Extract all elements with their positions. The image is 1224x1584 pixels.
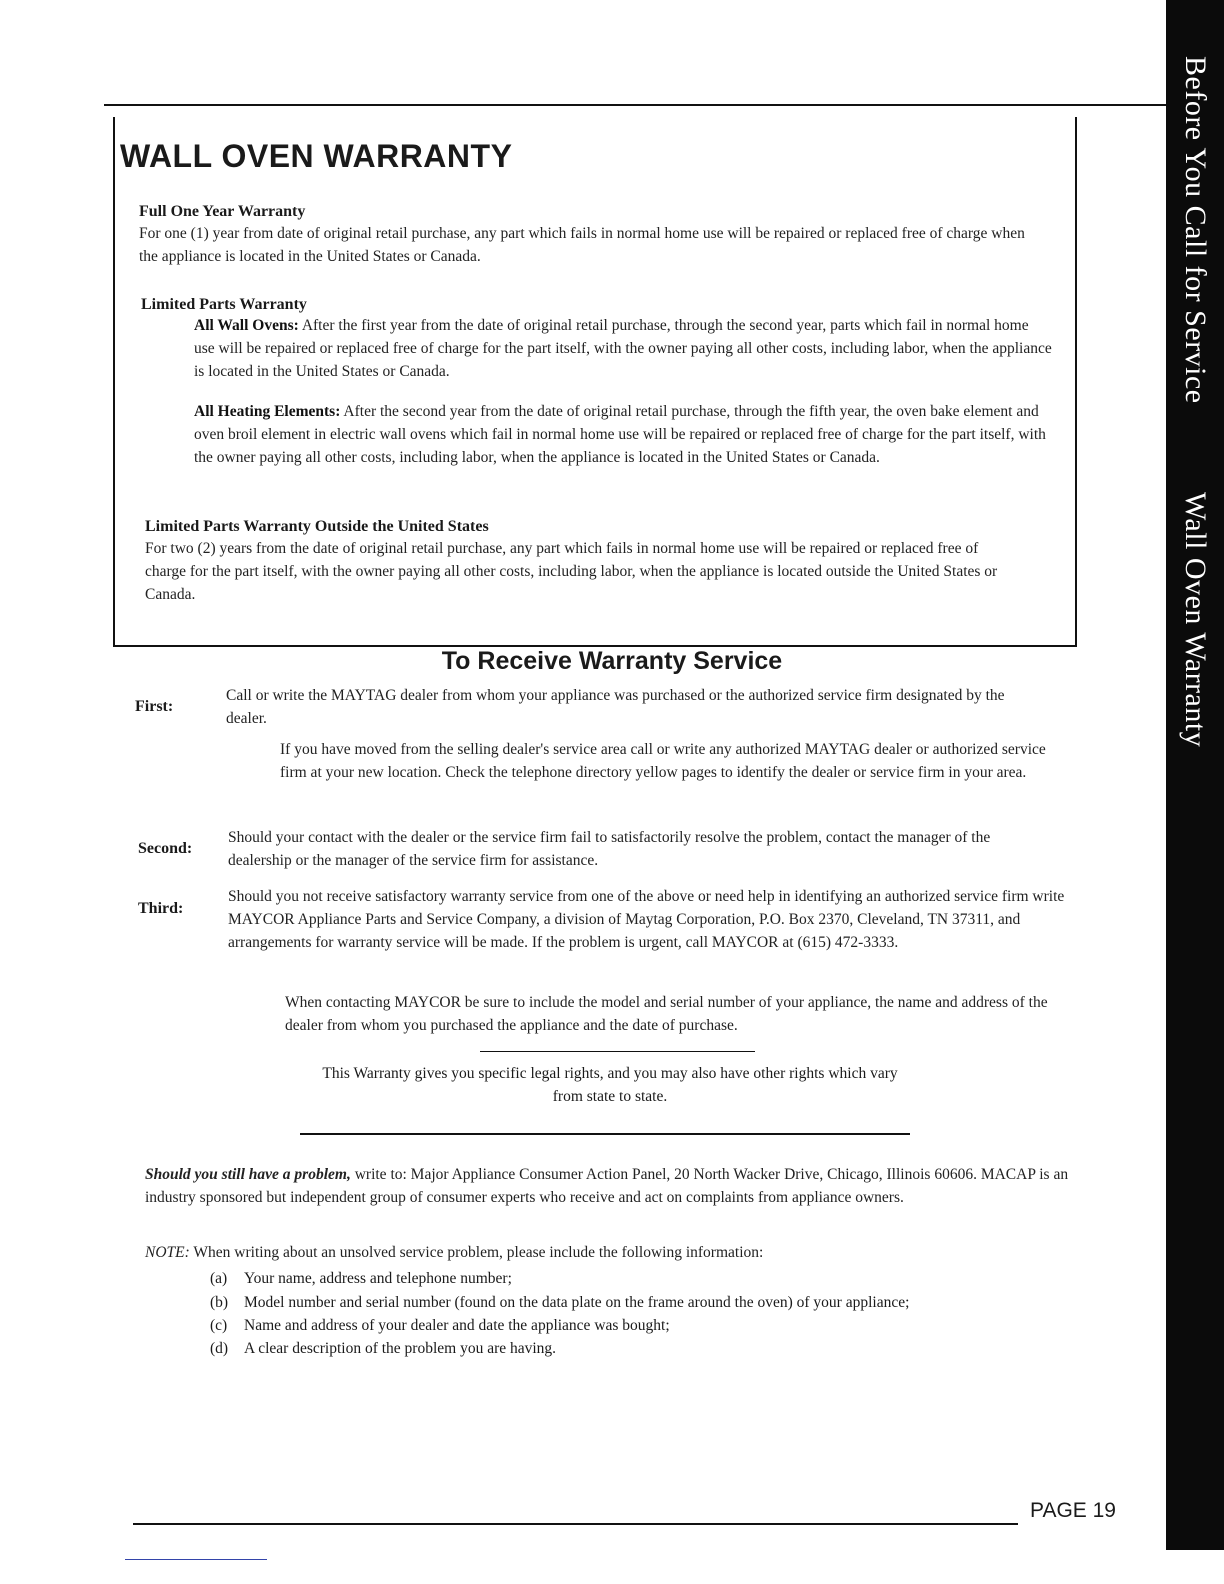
- legal-rights-text: [270, 1062, 950, 1108]
- all-heating-elements-label: All Heating Elements:: [194, 403, 341, 420]
- side-tab: [1166, 0, 1224, 1550]
- service-title: To Receive Warranty Service: [441, 647, 783, 675]
- note-text: When writing about an unsolved service problem, please include the following information:: [193, 1244, 764, 1261]
- all-wall-ovens-label: All Wall Ovens:: [194, 317, 299, 334]
- list-item-marker: (b): [210, 1294, 229, 1311]
- list-item-marker: (a): [210, 1270, 228, 1287]
- second-label: Second:: [138, 840, 193, 857]
- short-divider: [480, 1051, 755, 1052]
- top-rule: [104, 104, 1166, 106]
- note-label: NOTE:: [145, 1244, 190, 1261]
- footer-link-underline: [125, 1559, 267, 1560]
- limited-parts-heading: Limited Parts Warranty: [141, 296, 307, 313]
- side-tab-chapter: Before You Call for Service: [1179, 56, 1212, 404]
- problem-lead: Should you still have a problem,: [145, 1166, 351, 1183]
- all-wall-ovens-text: After the first year from the date of original retail purchase, through the second year, parts which fail in normal home use will be repaired or replaced free of charge for the part itself, with the owner paying all other costs, including labor, when the appliance is located in the United States or Canada.: [194, 317, 1052, 380]
- legal-rights-line-1: This Warranty gives you specific legal rights, and you may also have other rights which vary: [322, 1065, 898, 1082]
- page-number: PAGE 19: [1030, 1499, 1116, 1522]
- outside-us-heading: Limited Parts Warranty Outside the United States: [145, 518, 489, 535]
- problem-paragraph: [145, 1163, 1080, 1209]
- legal-rights-line-2: from state to state.: [552, 1088, 668, 1105]
- all-heating-elements-paragraph: [194, 400, 1060, 469]
- service-divider: [300, 1133, 910, 1135]
- list-item-marker: (d): [210, 1340, 229, 1357]
- second-text: Should your contact with the dealer or the service firm fail to satisfactorily resolve the problem, contact the manager of the dealership or the manager of the service firm for assistance.: [228, 829, 991, 869]
- list-item: [210, 1317, 670, 1335]
- list-item: [210, 1294, 909, 1312]
- all-wall-ovens-paragraph: [194, 314, 1052, 383]
- problem-text: write to: Major Appliance Consumer Action Panel, 20 North Wacker Drive, Chicago, Illinois 60606. MACAP is an industry sponsored but independent group of consumer experts who receive and act on complaints from appliance owners.: [145, 1166, 1069, 1206]
- first-note: If you have moved from the selling dealer's service area call or write any authorized MAYTAG dealer or authorized service firm at your new location. Check the telephone directory yellow pages to identify the dealer or service firm in your area.: [280, 741, 1046, 781]
- third-text: Should you not receive satisfactory warranty service from one of the above or need help in identifying an authorized service firm write MAYCOR Appliance Parts and Service Company, a division of Maytag Corporation, P.O. Box 2370, Cleveland, TN 37311, and arrangements for warranty service will be made. If the problem is urgent, call MAYCOR at (615) 472-3333.: [228, 888, 1065, 951]
- list-item-text: Model number and serial number (found on the data plate on the frame around the oven) of your appliance;: [244, 1294, 910, 1311]
- bottom-rule: [133, 1523, 1018, 1525]
- outside-us-text: For two (2) years from the date of original retail purchase, any part which fails in normal home use will be repaired or replaced free of charge for the part itself, with the owner paying all other costs, including labor, when the appliance is located outside the United States or Canada.: [145, 540, 998, 603]
- list-item-text: Your name, address and telephone number;: [244, 1270, 512, 1287]
- first-label: First:: [135, 698, 174, 715]
- third-label: Third:: [138, 900, 184, 917]
- list-item-marker: (c): [210, 1317, 228, 1334]
- note-paragraph: [145, 1241, 1065, 1264]
- warranty-title: WALL OVEN WARRANTY: [120, 138, 513, 174]
- full-one-year-text: For one (1) year from date of original retail purchase, any part which fails in normal home use will be repaired or replaced free of charge when the appliance is located in the United States or Canada.: [139, 225, 1025, 265]
- list-item: [210, 1270, 512, 1288]
- first-text: Call or write the MAYTAG dealer from whom your appliance was purchased or the authorized service firm designated by the dealer.: [226, 687, 1005, 727]
- all-heating-elements-text: After the second year from the date of original retail purchase, through the fifth year, the oven bake element and oven broil element in electric wall ovens which fail in normal home use will be repaired or replaced free of charge for the part itself, with the owner paying all other costs, including labor, when the appliance is located in the United States or Canada.: [194, 403, 1046, 466]
- list-item-text: A clear description of the problem you are having.: [244, 1340, 557, 1357]
- side-tab-section: Wall Oven Warranty: [1179, 492, 1212, 748]
- list-item: [210, 1340, 556, 1358]
- full-one-year-heading: Full One Year Warranty: [139, 203, 306, 220]
- third-note: When contacting MAYCOR be sure to include the model and serial number of your appliance, the name and address of the dealer from whom you purchased the appliance and the date of purchase.: [285, 994, 1048, 1034]
- list-item-text: Name and address of your dealer and date the appliance was bought;: [244, 1317, 670, 1334]
